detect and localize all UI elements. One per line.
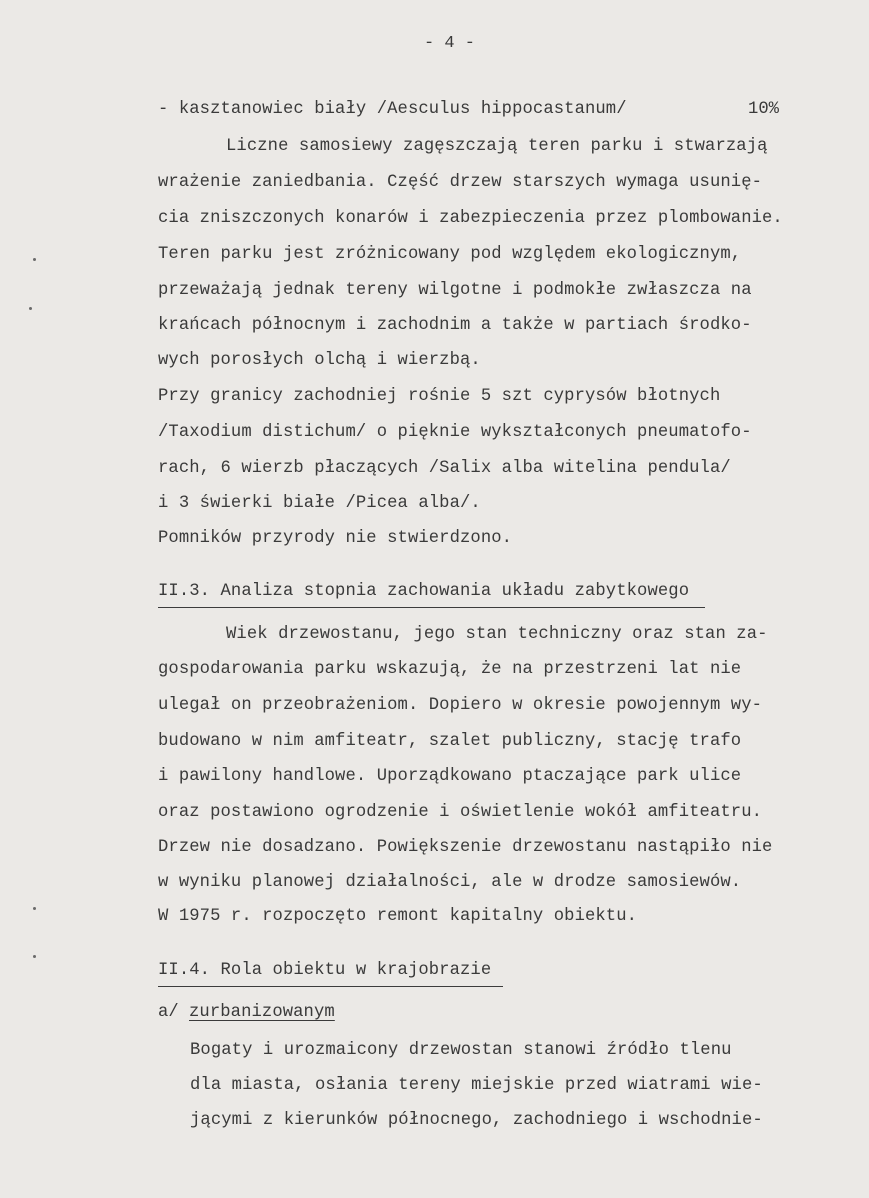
subheading: zurbanizowanym [189,1003,335,1022]
section-line: budowano w nim amfiteatr, szalet publiczny, stację trafo [158,732,742,751]
page-number: - 4 - [424,34,476,53]
paragraph-line: Pomników przyrody nie stwierdzono. [158,529,513,548]
species-line: - kasztanowiec biały /Aesculus hippocastanum/ [158,100,627,119]
section-line: oraz postawiono ogrodzenie i oświetlenie wokół amfiteatru. [158,803,763,822]
paragraph-line: rach, 6 wierzb płaczących /Salix alba witelina pendula/ [158,459,731,478]
section-line: jącymi z kierunków północnego, zachodniego i wschodnie- [190,1111,763,1130]
subheading-prefix: a/ [158,1003,179,1022]
section-line: i pawilony handlowe. Uporządkowano ptaczające park ulice [158,767,742,786]
paragraph-line: cia zniszczonych konarów i zabezpieczenia przez plombowanie. [158,209,783,228]
paragraph-line: Przy granicy zachodniej rośnie 5 szt cyprysów błotnych [158,387,721,406]
paragraph-line: Liczne samosiewy zagęszczają teren parku i stwarzają [226,137,768,156]
section-line: dla miasta, osłania tereny miejskie przed wiatrami wie- [190,1076,763,1095]
paragraph-line: Teren parku jest zróżnicowany pod względem ekologicznym, [158,245,742,264]
paragraph-line: przeważają jednak tereny wilgotne i podmokłe zwłaszcza na [158,281,752,300]
paragraph-line: i 3 świerki białe /Picea alba/. [158,494,481,513]
species-percent: 10% [748,100,779,119]
paragraph-line: /Taxodium distichum/ o pięknie wykształconych pneumatofo- [158,423,752,442]
section-heading: II.3. Analiza stopnia zachowania układu zabytkowego [158,582,690,601]
paragraph-line: krańcach północnym i zachodnim a także w partiach środko- [158,316,752,335]
paragraph-line: wrażenie zaniedbania. Część drzew starszych wymaga usunię- [158,173,763,192]
section-line: gospodarowania parku wskazują, że na przestrzeni lat nie [158,660,742,679]
paper-speck [33,907,36,910]
section-line: ulegał on przeobrażeniom. Dopiero w okresie powojennym wy- [158,696,763,715]
section-line: w wyniku planowej działalności, ale w drodze samosiewów. [158,873,742,892]
heading-underline [158,986,503,987]
paragraph-line: wych porosłych olchą i wierzbą. [158,351,481,370]
paper-speck [33,955,36,958]
section-line: Bogaty i urozmaicony drzewostan stanowi źródło tlenu [190,1041,732,1060]
paper-speck [29,307,32,310]
section-line: Wiek drzewostanu, jego stan techniczny oraz stan za- [226,625,768,644]
section-heading: II.4. Rola obiektu w krajobrazie [158,961,492,980]
paper-speck [33,258,36,261]
heading-underline [158,607,705,608]
section-line: W 1975 r. rozpoczęto remont kapitalny obiektu. [158,907,638,926]
section-line: Drzew nie dosadzano. Powiększenie drzewostanu nastąpiło nie [158,838,773,857]
